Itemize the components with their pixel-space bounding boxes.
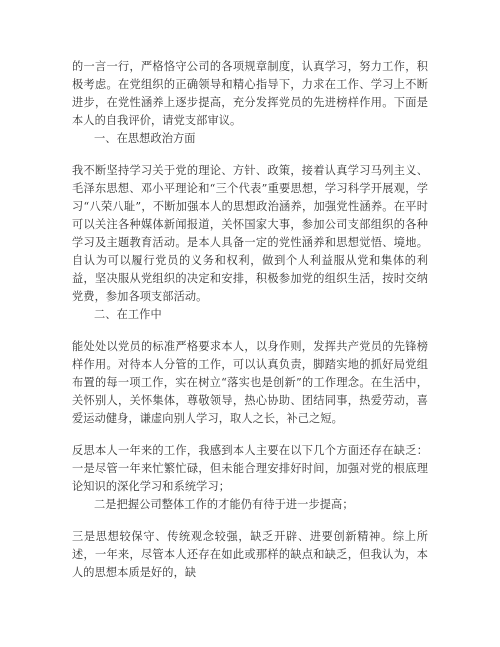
section-heading-work: 二、在工作中 [94, 308, 162, 321]
document-content [72, 58, 428, 582]
reflection-paragraph: 反思本人一年来的工作，我感到本人主要在以下几个方面还存在缺乏：一是尽管一年来忙繁忙碌，但未能合理安排好时间，加强对党的根底理论知识的深化学习和系统学习； [72, 444, 428, 493]
work-paragraph: 能处处以党员的标准严格要求本人，以身作则，发挥共产党员的先锋榜样作用。对待本人分管的工作，可以认真负责，脚踏实地的抓好局党组布置的每一项工作，实在树立“落实也是创新”的工作理念。在生活中，关怀别人，关怀集体，尊敬领导，热心协助、团结同事，热爱劳动，喜爱运动健身，谦虚向别人学习，取人之长，补己之短。 [72, 340, 428, 425]
spacer [72, 514, 428, 528]
spacer [72, 324, 428, 338]
political-paragraph: 我不断坚持学习关于党的理论、方针、政策，接着认真学习马列主义、毛泽东思想、邓小平理论和“三个代表”重要思想，学习科学开展观，学习“八荣八耻”，不断加强本人的思想政治涵养，加强党性涵养。在平时可以关注各种媒体新闻报道，关怀国家大事，参加公司支部组织的各种学习及主题教育活动。是本人具备一定的党性涵养和思想觉悟、境地。自认为可以履行党员的义务和权利，做到个人利益服从党和集体的利益，坚决服从党组织的决定和安排，积极参加党的组织生活，按时交纳党费，参加各项支部活动。 [72, 164, 428, 303]
intro-paragraph: 的一言一行，严格恪守公司的各项规章制度，认真学习，努力工作，积极考虑。在党组织的正确领导和精心指导下，力求在工作、学习上不断进步，在党性涵养上逐步提高，充分发挥党员的先进榜样作用。下面是本人的自我评价，请党支部审议。 [72, 60, 428, 127]
shortcoming-point-2: 二是把握公司整体工作的才能仍有待于进一步提高； [94, 498, 354, 511]
spacer [72, 428, 428, 442]
spacer [72, 148, 428, 162]
shortcoming-point-3: 三是思想较保守、传统观念较强，缺乏开辟、进要创新精神。综上所述，一年来，尽管本人还存在如此或那样的缺点和缺乏，但我认为，本人的思想本质是好的，缺 [72, 530, 428, 579]
section-heading-political: 一、在思想政治方面 [94, 132, 196, 145]
